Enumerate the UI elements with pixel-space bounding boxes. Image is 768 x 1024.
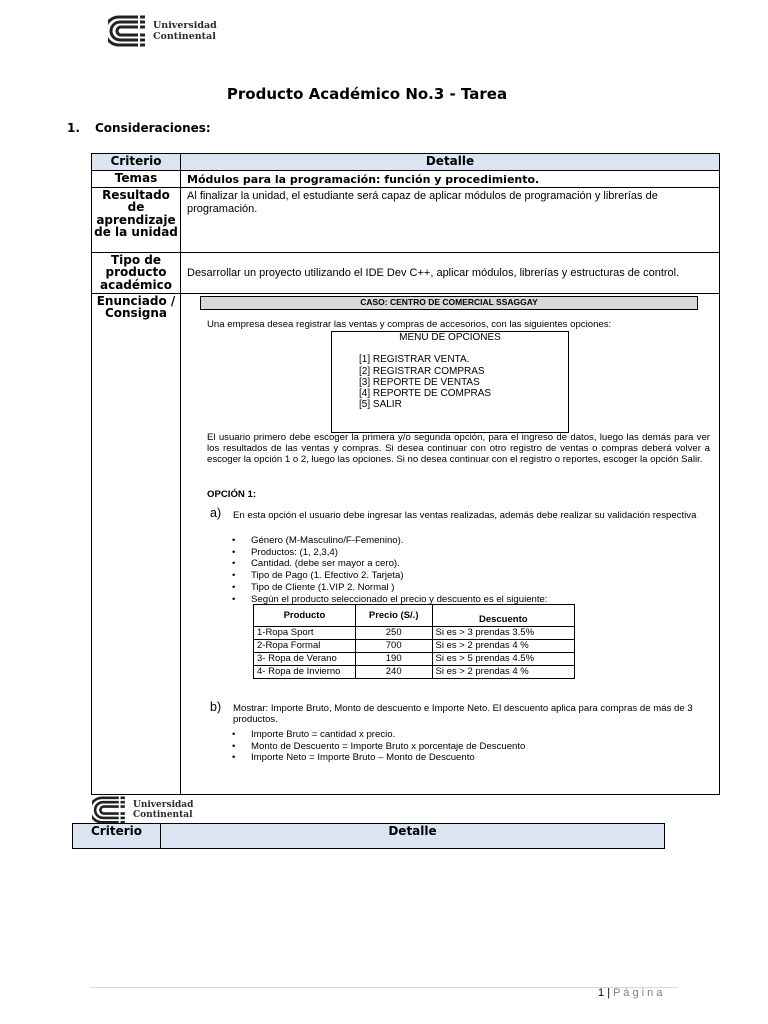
university-logo xyxy=(108,15,217,47)
university-logo-repeat xyxy=(92,796,193,824)
menu-box xyxy=(331,331,569,433)
table-row xyxy=(254,627,575,640)
col-precio: Precio (S/.) xyxy=(355,605,432,627)
bullet-dot: • xyxy=(232,729,236,740)
page-title: Producto Académico No.3 - Tarea xyxy=(226,85,508,103)
products-table xyxy=(253,604,575,679)
product-discount: Si es > 2 prendas 4 % xyxy=(432,666,574,679)
item-b-text: Mostrar: Importe Bruto, Monto de descuento e Importe Neto. El descuento aplica para compras de más de 3 productos. xyxy=(233,703,693,725)
bullet-dot: • xyxy=(232,535,236,546)
bullet-text: Género (M-Masculino/F-Femenino). xyxy=(251,535,404,546)
table-row xyxy=(92,253,720,294)
menu-title: MENÚ DE OPCIONES xyxy=(399,332,501,343)
product-price: 700 xyxy=(355,640,432,653)
bullet-text: Importe Neto = Importe Bruto – Monto de Descuento xyxy=(251,752,475,763)
table-row xyxy=(92,188,720,253)
page-number: 1 xyxy=(598,987,605,999)
menu-item: [1] REGISTRAR VENTA. xyxy=(359,354,470,366)
page-footer xyxy=(598,987,662,999)
header-detalle: Detalle xyxy=(181,154,720,171)
table-header-row xyxy=(92,154,720,171)
list-item xyxy=(232,547,712,559)
detalle-resultado: Al finalizar la unidad, el estudiante será capaz de aplicar módulos de programación y librerías de programación. xyxy=(181,188,720,253)
bullet-dot: • xyxy=(232,593,236,605)
menu-item: [3] REPORTE DE VENTAS xyxy=(359,376,480,388)
item-b-bullets xyxy=(232,729,712,764)
products-header-row xyxy=(254,605,575,627)
header-detalle: Detalle xyxy=(161,824,665,849)
item-b-label: b) xyxy=(210,700,222,714)
criterio-temas: Temas xyxy=(92,171,181,188)
product-name: 3- Ropa de Verano xyxy=(254,653,356,666)
criterio-enunciado: Enunciado / Consigna xyxy=(92,294,181,795)
brand-line2: Continental xyxy=(133,810,193,820)
list-item xyxy=(232,535,712,547)
item-a-label: a) xyxy=(210,506,222,520)
header-criterio: Criterio xyxy=(73,824,161,849)
table-row xyxy=(254,666,575,679)
bullet-text: Tipo de Cliente (1.VIP 2. Normal ) xyxy=(251,581,395,593)
product-name: 4- Ropa de Invierno xyxy=(254,666,356,679)
table-row xyxy=(254,653,575,666)
opcion1-heading: OPCIÓN 1: xyxy=(207,489,257,500)
section-heading xyxy=(67,121,211,135)
criterio-resultado: Resultado de aprendizaje de la unidad xyxy=(92,188,181,253)
bullet-text: Monto de Descuento = Importe Bruto x porcentaje de Descuento xyxy=(251,740,526,752)
bullet-text: Cantidad. (debe ser mayor a cero). xyxy=(251,558,400,570)
section-label: Consideraciones: xyxy=(95,121,211,135)
bullet-text: Según el producto seleccionado el precio y descuento es el siguiente: xyxy=(251,593,548,605)
bullet-dot: • xyxy=(232,581,236,593)
bullet-text: Importe Bruto = cantidad x precio. xyxy=(251,729,396,740)
list-item xyxy=(232,741,712,753)
product-price: 250 xyxy=(355,627,432,640)
bullet-text: Productos: (1, 2,3,4) xyxy=(251,546,338,558)
bullet-dot: • xyxy=(232,570,236,582)
bullet-dot: • xyxy=(232,740,236,752)
university-logo-icon xyxy=(108,15,148,47)
page-label: P á g i n a xyxy=(613,987,663,999)
list-item xyxy=(232,558,712,570)
col-producto: Producto xyxy=(254,605,356,627)
caso-paragraph: El usuario primero debe escoger la primera y/o segunda opción, para el ingreso de datos, luego las demás para ver los resultados de las ventas y compras. Si desea continuar con otro registro de ventas o compras deberá volver a escoger la opción 1 o 2, luego las opciones. Si no desea continuar con el registro o reportes, escoger la opción Salir. xyxy=(207,432,710,465)
product-discount: Si es > 5 prendas 4.5% xyxy=(432,653,574,666)
product-name: 1-Ropa Sport xyxy=(254,627,356,640)
col-descuento: Descuento xyxy=(432,605,574,627)
menu-list xyxy=(332,343,568,410)
detalle-tipo: Desarrollar un proyecto utilizando el IDE Dev C++, aplicar módulos, librerías y estructuras de control. xyxy=(181,253,720,294)
brand-line2: Continental xyxy=(153,31,216,42)
caso-title: CASO: CENTRO DE COMERCIAL SSAGGAY xyxy=(200,296,698,310)
table-header-row xyxy=(73,824,665,849)
item-a-text: En esta opción el usuario debe ingresar las ventas realizadas, además debe realizar su validación respectiva xyxy=(233,510,697,521)
bullet-dot: • xyxy=(232,558,236,570)
menu-item: [5] SALIR xyxy=(359,399,402,411)
bullet-text: Tipo de Pago (1. Efectivo 2. Tarjeta) xyxy=(251,570,404,582)
criterio-tipo: Tipo de producto académico xyxy=(92,253,181,294)
header-criterio: Criterio xyxy=(92,154,181,171)
caso-intro: Una empresa desea registrar las ventas y compras de accesorios, con las siguientes opciones: xyxy=(207,319,612,330)
product-discount: Si es > 3 prendas 3.5% xyxy=(432,627,574,640)
list-item xyxy=(232,752,712,764)
menu-item: [4] REPORTE DE COMPRAS xyxy=(359,388,492,400)
table-row xyxy=(92,171,720,188)
university-logo-icon xyxy=(92,796,128,824)
menu-item: [2] REGISTRAR COMPRAS xyxy=(359,365,485,377)
table-row xyxy=(254,640,575,653)
list-item xyxy=(232,582,712,594)
product-price: 190 xyxy=(355,653,432,666)
product-discount: Si es > 2 prendas 4 % xyxy=(432,640,574,653)
product-name: 2-Ropa Formal xyxy=(254,640,356,653)
list-item xyxy=(232,570,712,582)
footer-divider xyxy=(90,987,678,988)
page-separator: | xyxy=(607,987,611,999)
detalle-temas: Módulos para la programación: función y procedimiento. xyxy=(181,171,720,188)
item-a-bullets xyxy=(232,535,712,605)
brand-line1: Universidad xyxy=(153,20,217,31)
list-item xyxy=(232,729,712,741)
bullet-dot: • xyxy=(232,752,236,763)
product-price: 240 xyxy=(355,666,432,679)
considerations-table xyxy=(91,153,720,795)
considerations-table-continued xyxy=(72,823,665,849)
brand-line1: Universidad xyxy=(133,800,194,810)
bullet-dot: • xyxy=(232,546,236,558)
section-number: 1. xyxy=(67,121,80,135)
